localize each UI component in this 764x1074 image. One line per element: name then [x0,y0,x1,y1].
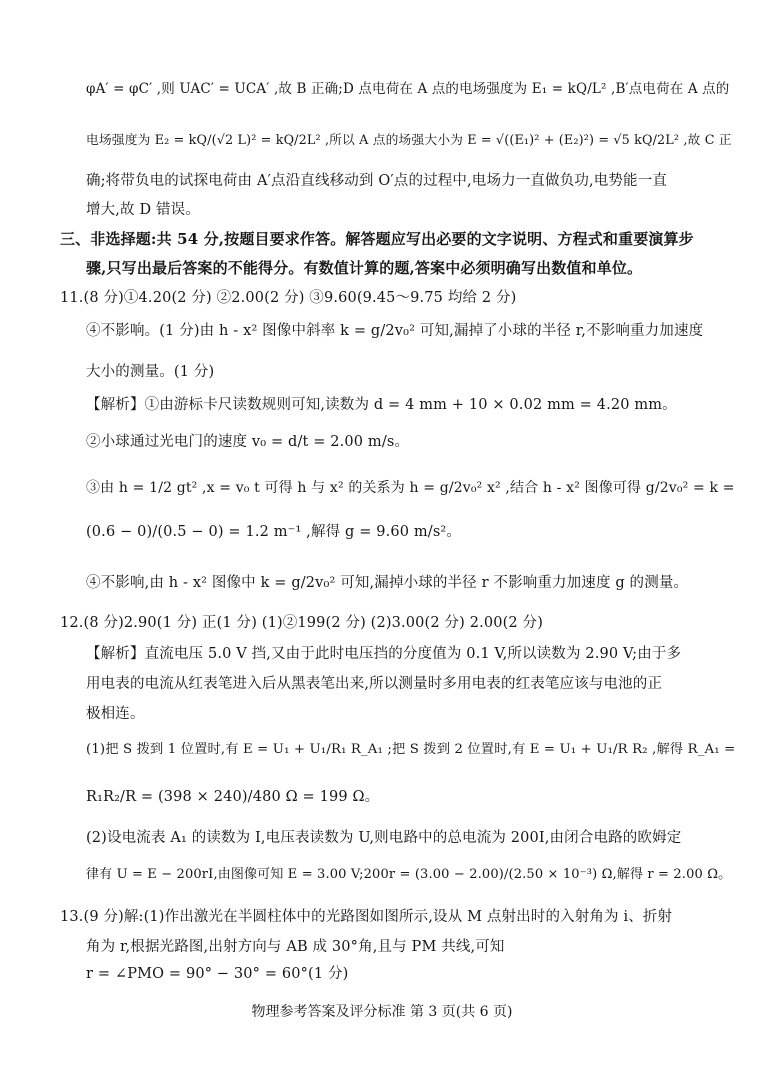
text-line: 用电表的电流从红表笔进入后从黑表笔出来,所以测量时多用电表的红表笔应该与电池的正 [86,676,663,692]
text-line: 确;将带负电的试探电荷由 A′点沿直线移动到 O′点的过程中,电场力一直做负功,电势能一直 [86,173,668,189]
text-line: 【解析】①由游标卡尺读数规则可知,读数为 d = 4 mm + 10 × 0.02 mm = 4.20 mm。 [86,397,677,413]
text-line: 大小的测量。(1 分) [86,364,215,380]
text-line: ③由 h = 1/2 gt² ,x = v₀ t 可得 h 与 x² 的关系为 h = g/2v₀² x² ,结合 h - x² 图像可得 g/2v₀² = k = [86,480,735,496]
text-line: 电场强度为 E₂ = kQ/(√2 L)² = kQ/2L² ,所以 A 点的场强大小为 E = √((E₁)² + (E₂)²) = √5 kQ/2L² ,故 C 正 [86,133,732,148]
text-line: 极相连。 [86,706,145,722]
text-line: φA′ = φC′ ,则 UAC′ = UCA′ ,故 B 正确;D 点电荷在 A 点的电场强度为 E₁ = kQ/L² ,B′点电荷在 A 点的 [86,81,730,97]
text-line: R₁R₂/R = (398 × 240)/480 Ω = 199 Ω。 [86,789,380,805]
answer-line: 13.(9 分)解:(1)作出激光在半圆柱体中的光路图如图所示,设从 M 点射出时的入射角为 i、折射 [60,909,673,925]
section-heading: 骤,只写出最后答案的不能得分。有数值计算的题,答案中必须明确写出数值和单位。 [86,259,643,277]
text-line: 增大,故 D 错误。 [86,202,200,218]
text-line: ②小球通过光电门的速度 v₀ = d/t = 2.00 m/s。 [86,434,410,450]
answer-line: 12.(8 分)2.90(1 分) 正(1 分) (1)②199(2 分) (2)3.00(2 分) 2.00(2 分) [60,615,543,631]
answer-line: 11.(8 分)①4.20(2 分) ②2.00(2 分) ③9.60(9.45～9.75 均给 2 分) [60,290,517,306]
text-line: ④不影响。(1 分)由 h - x² 图像中斜率 k = g/2v₀² 可知,漏掉了小球的半径 r,不影响重力加速度 [86,323,704,339]
text-line: (2)设电流表 A₁ 的读数为 I,电压表读数为 U,则电路中的总电流为 200I,由闭合电路的欧姆定 [86,830,682,846]
text-line: (0.6 − 0)/(0.5 − 0) = 1.2 m⁻¹ ,解得 g = 9.60 m/s²。 [86,524,462,540]
text-line: 角为 r,根据光路图,出射方向与 AB 成 30°角,且与 PM 共线,可知 [86,939,505,955]
section-heading: 三、非选择题:共 54 分,按题目要求作答。解答题应写出必要的文字说明、方程式和重要演算步 [60,230,694,248]
text-line: 律有 U = E − 200rI,由图像可知 E = 3.00 V;200r = (3.00 − 2.00)/(2.50 × 10⁻³) Ω,解得 r = 2.00 Ω。 [86,867,732,882]
text-line: r = ∠PMO = 90° − 30° = 60°(1 分) [86,966,349,982]
page-footer: 物理参考答案及评分标准 第 3 页(共 6 页) [251,1004,513,1020]
text-line: ④不影响,由 h - x² 图像中 k = g/2v₀² 可知,漏掉小球的半径 r 不影响重力加速度 g 的测量。 [86,575,689,591]
text-line: (1)把 S 拨到 1 位置时,有 E = U₁ + U₁/R₁ R_A₁ ;把 S 拨到 2 位置时,有 E = U₁ + U₁/R R₂ ,解得 R_A₁ = [86,742,736,757]
text-line: 【解析】直流电压 5.0 V 挡,又由于此时电压挡的分度值为 0.1 V,所以读数为 2.90 V;由于多 [86,646,682,662]
